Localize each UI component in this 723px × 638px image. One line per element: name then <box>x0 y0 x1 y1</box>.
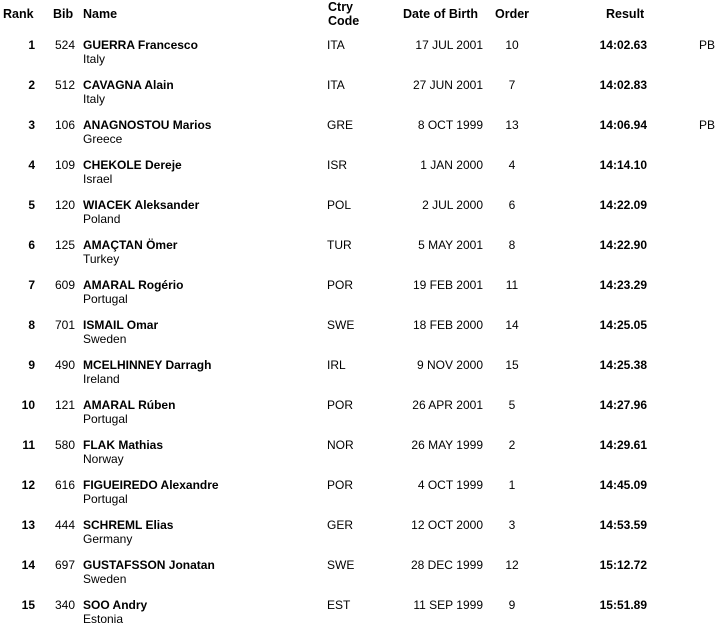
result-time: 14:29.61 <box>599 438 647 452</box>
start-order: 1 <box>508 478 516 492</box>
date-of-birth: 1 JAN 2000 <box>420 158 483 172</box>
date-of-birth: 17 JUL 2001 <box>415 38 483 52</box>
athlete-country: Portugal <box>83 412 128 426</box>
bib-cell: 616 <box>54 478 75 492</box>
date-of-birth: 27 JUN 2001 <box>412 78 483 92</box>
country-code: GRE <box>327 118 354 132</box>
table-row <box>0 438 723 478</box>
bib-cell: 444 <box>54 518 75 532</box>
date-of-birth: 26 MAY 1999 <box>411 438 483 452</box>
athlete-name: MCELHINNEY Darragh <box>83 358 212 372</box>
table-row <box>0 518 723 558</box>
table-row <box>0 358 723 398</box>
result-time: 14:14.10 <box>599 158 647 172</box>
country-code: GER <box>327 518 354 532</box>
start-order: 6 <box>508 198 516 212</box>
athlete-country: Ireland <box>83 372 120 386</box>
bib-cell: 125 <box>54 238 75 252</box>
date-of-birth: 4 OCT 1999 <box>417 478 483 492</box>
athlete-name: ANAGNOSTOU Marios <box>83 118 212 132</box>
header-result: Result <box>606 7 645 21</box>
start-order: 7 <box>508 78 516 92</box>
bib-cell: 697 <box>54 558 75 572</box>
header-order: Order <box>495 7 530 21</box>
country-code: NOR <box>327 438 354 452</box>
start-order: 9 <box>508 598 516 612</box>
header-date-of-birth: Date of Birth <box>403 7 478 21</box>
rank-cell: 9 <box>28 358 35 372</box>
result-time: 14:23.29 <box>599 278 647 292</box>
start-order: 3 <box>508 518 516 532</box>
country-code: POL <box>327 198 352 212</box>
athlete-country: Sweden <box>83 572 127 586</box>
rank-cell: 5 <box>28 198 35 212</box>
athlete-country: Israel <box>83 172 113 186</box>
header-name: Name <box>83 7 118 21</box>
result-time: 14:45.09 <box>599 478 647 492</box>
table-row <box>0 278 723 318</box>
start-order: 13 <box>505 118 519 132</box>
date-of-birth: 18 FEB 2000 <box>412 318 483 332</box>
athlete-country: Italy <box>83 92 106 106</box>
table-row <box>0 318 723 358</box>
date-of-birth: 5 MAY 2001 <box>418 238 483 252</box>
bib-cell: 490 <box>54 358 75 372</box>
start-order: 10 <box>505 38 519 52</box>
athlete-name: AMARAL Rúben <box>83 398 176 412</box>
athlete-country: Greece <box>83 132 123 146</box>
header-rank: Rank <box>3 7 34 21</box>
country-code: POR <box>327 398 354 412</box>
start-order: 12 <box>505 558 519 572</box>
table-row <box>0 598 723 638</box>
bib-cell: 106 <box>54 118 75 132</box>
rank-cell: 14 <box>21 558 35 572</box>
rank-cell: 4 <box>28 158 35 172</box>
country-code: POR <box>327 278 354 292</box>
country-code: ISR <box>327 158 348 172</box>
athlete-country: Italy <box>83 52 106 66</box>
athlete-name: AMARAL Rogério <box>83 278 184 292</box>
start-order: 8 <box>508 238 516 252</box>
start-order: 15 <box>505 358 519 372</box>
table-row <box>0 398 723 438</box>
results-table-header <box>0 0 723 30</box>
rank-cell: 12 <box>21 478 35 492</box>
header-ctry-line2: Code <box>328 14 360 28</box>
athlete-name: WIACEK Aleksander <box>83 198 200 212</box>
athlete-name: FIGUEIREDO Alexandre <box>83 478 219 492</box>
bib-cell: 609 <box>54 278 75 292</box>
result-time: 14:02.83 <box>599 78 647 92</box>
country-code: EST <box>327 598 351 612</box>
start-order: 4 <box>508 158 516 172</box>
bib-cell: 580 <box>54 438 75 452</box>
date-of-birth: 9 NOV 2000 <box>416 358 483 372</box>
result-time: 14:02.63 <box>599 38 647 52</box>
results-table-body <box>0 38 723 638</box>
rank-cell: 8 <box>28 318 35 332</box>
date-of-birth: 11 SEP 1999 <box>413 598 483 612</box>
bib-cell: 120 <box>54 198 75 212</box>
result-time: 14:06.94 <box>599 118 647 132</box>
result-time: 14:22.09 <box>599 198 647 212</box>
athlete-name: FLAK Mathias <box>83 438 164 452</box>
table-row <box>0 118 723 158</box>
header-country-code <box>328 0 359 28</box>
table-row <box>0 158 723 198</box>
athlete-country: Portugal <box>83 292 128 306</box>
rank-cell: 1 <box>28 38 35 52</box>
athlete-country: Turkey <box>83 252 120 266</box>
athlete-name: CAVAGNA Alain <box>83 78 174 92</box>
bib-cell: 109 <box>54 158 75 172</box>
start-order: 5 <box>508 398 516 412</box>
athlete-country: Estonia <box>83 612 124 626</box>
athlete-country: Poland <box>83 212 121 226</box>
country-code: ITA <box>327 78 345 92</box>
country-code: IRL <box>327 358 346 372</box>
athlete-name: SCHREML Elias <box>83 518 174 532</box>
athlete-name: CHEKOLE Dereje <box>83 158 182 172</box>
table-row <box>0 198 723 238</box>
result-time: 14:25.38 <box>599 358 647 372</box>
bib-cell: 512 <box>54 78 75 92</box>
rank-cell: 10 <box>21 398 35 412</box>
table-row <box>0 558 723 598</box>
athlete-name: GUSTAFSSON Jonatan <box>83 558 215 572</box>
athlete-name: GUERRA Francesco <box>83 38 198 52</box>
start-order: 14 <box>505 318 519 332</box>
start-order: 11 <box>505 278 519 292</box>
country-code: POR <box>327 478 354 492</box>
result-time: 14:25.05 <box>599 318 647 332</box>
athlete-name: SOO Andry <box>83 598 148 612</box>
table-row <box>0 238 723 278</box>
country-code: SWE <box>327 558 355 572</box>
date-of-birth: 19 FEB 2001 <box>412 278 483 292</box>
rank-cell: 6 <box>28 238 35 252</box>
result-time: 15:51.89 <box>599 598 647 612</box>
country-code: SWE <box>327 318 355 332</box>
rank-cell: 3 <box>28 118 35 132</box>
rank-cell: 15 <box>21 598 35 612</box>
result-time: 14:22.90 <box>599 238 647 252</box>
athlete-country: Sweden <box>83 332 127 346</box>
athlete-country: Germany <box>83 532 133 546</box>
table-row <box>0 38 723 78</box>
result-time: 14:53.59 <box>599 518 647 532</box>
bib-cell: 340 <box>54 598 75 612</box>
header-ctry-line1: Ctry <box>328 0 354 14</box>
athlete-country: Norway <box>83 452 124 466</box>
athlete-country: Portugal <box>83 492 128 506</box>
record-note: PB <box>699 38 716 52</box>
date-of-birth: 26 APR 2001 <box>412 398 483 412</box>
country-code: TUR <box>327 238 352 252</box>
date-of-birth: 28 DEC 1999 <box>410 558 483 572</box>
table-row <box>0 478 723 518</box>
country-code: ITA <box>327 38 345 52</box>
rank-cell: 13 <box>21 518 35 532</box>
result-time: 14:27.96 <box>599 398 647 412</box>
bib-cell: 524 <box>54 38 75 52</box>
header-bib: Bib <box>53 7 74 21</box>
rank-cell: 2 <box>28 78 35 92</box>
date-of-birth: 12 OCT 2000 <box>411 518 483 532</box>
start-order: 2 <box>508 438 516 452</box>
athlete-name: ISMAIL Omar <box>83 318 159 332</box>
rank-cell: 7 <box>28 278 35 292</box>
result-time: 15:12.72 <box>599 558 647 572</box>
date-of-birth: 8 OCT 1999 <box>417 118 483 132</box>
bib-cell: 121 <box>54 398 75 412</box>
record-note: PB <box>699 118 716 132</box>
table-row <box>0 78 723 118</box>
bib-cell: 701 <box>54 318 75 332</box>
athlete-name: AMAÇTAN Ömer <box>83 238 178 252</box>
rank-cell: 11 <box>22 438 35 452</box>
date-of-birth: 2 JUL 2000 <box>422 198 483 212</box>
